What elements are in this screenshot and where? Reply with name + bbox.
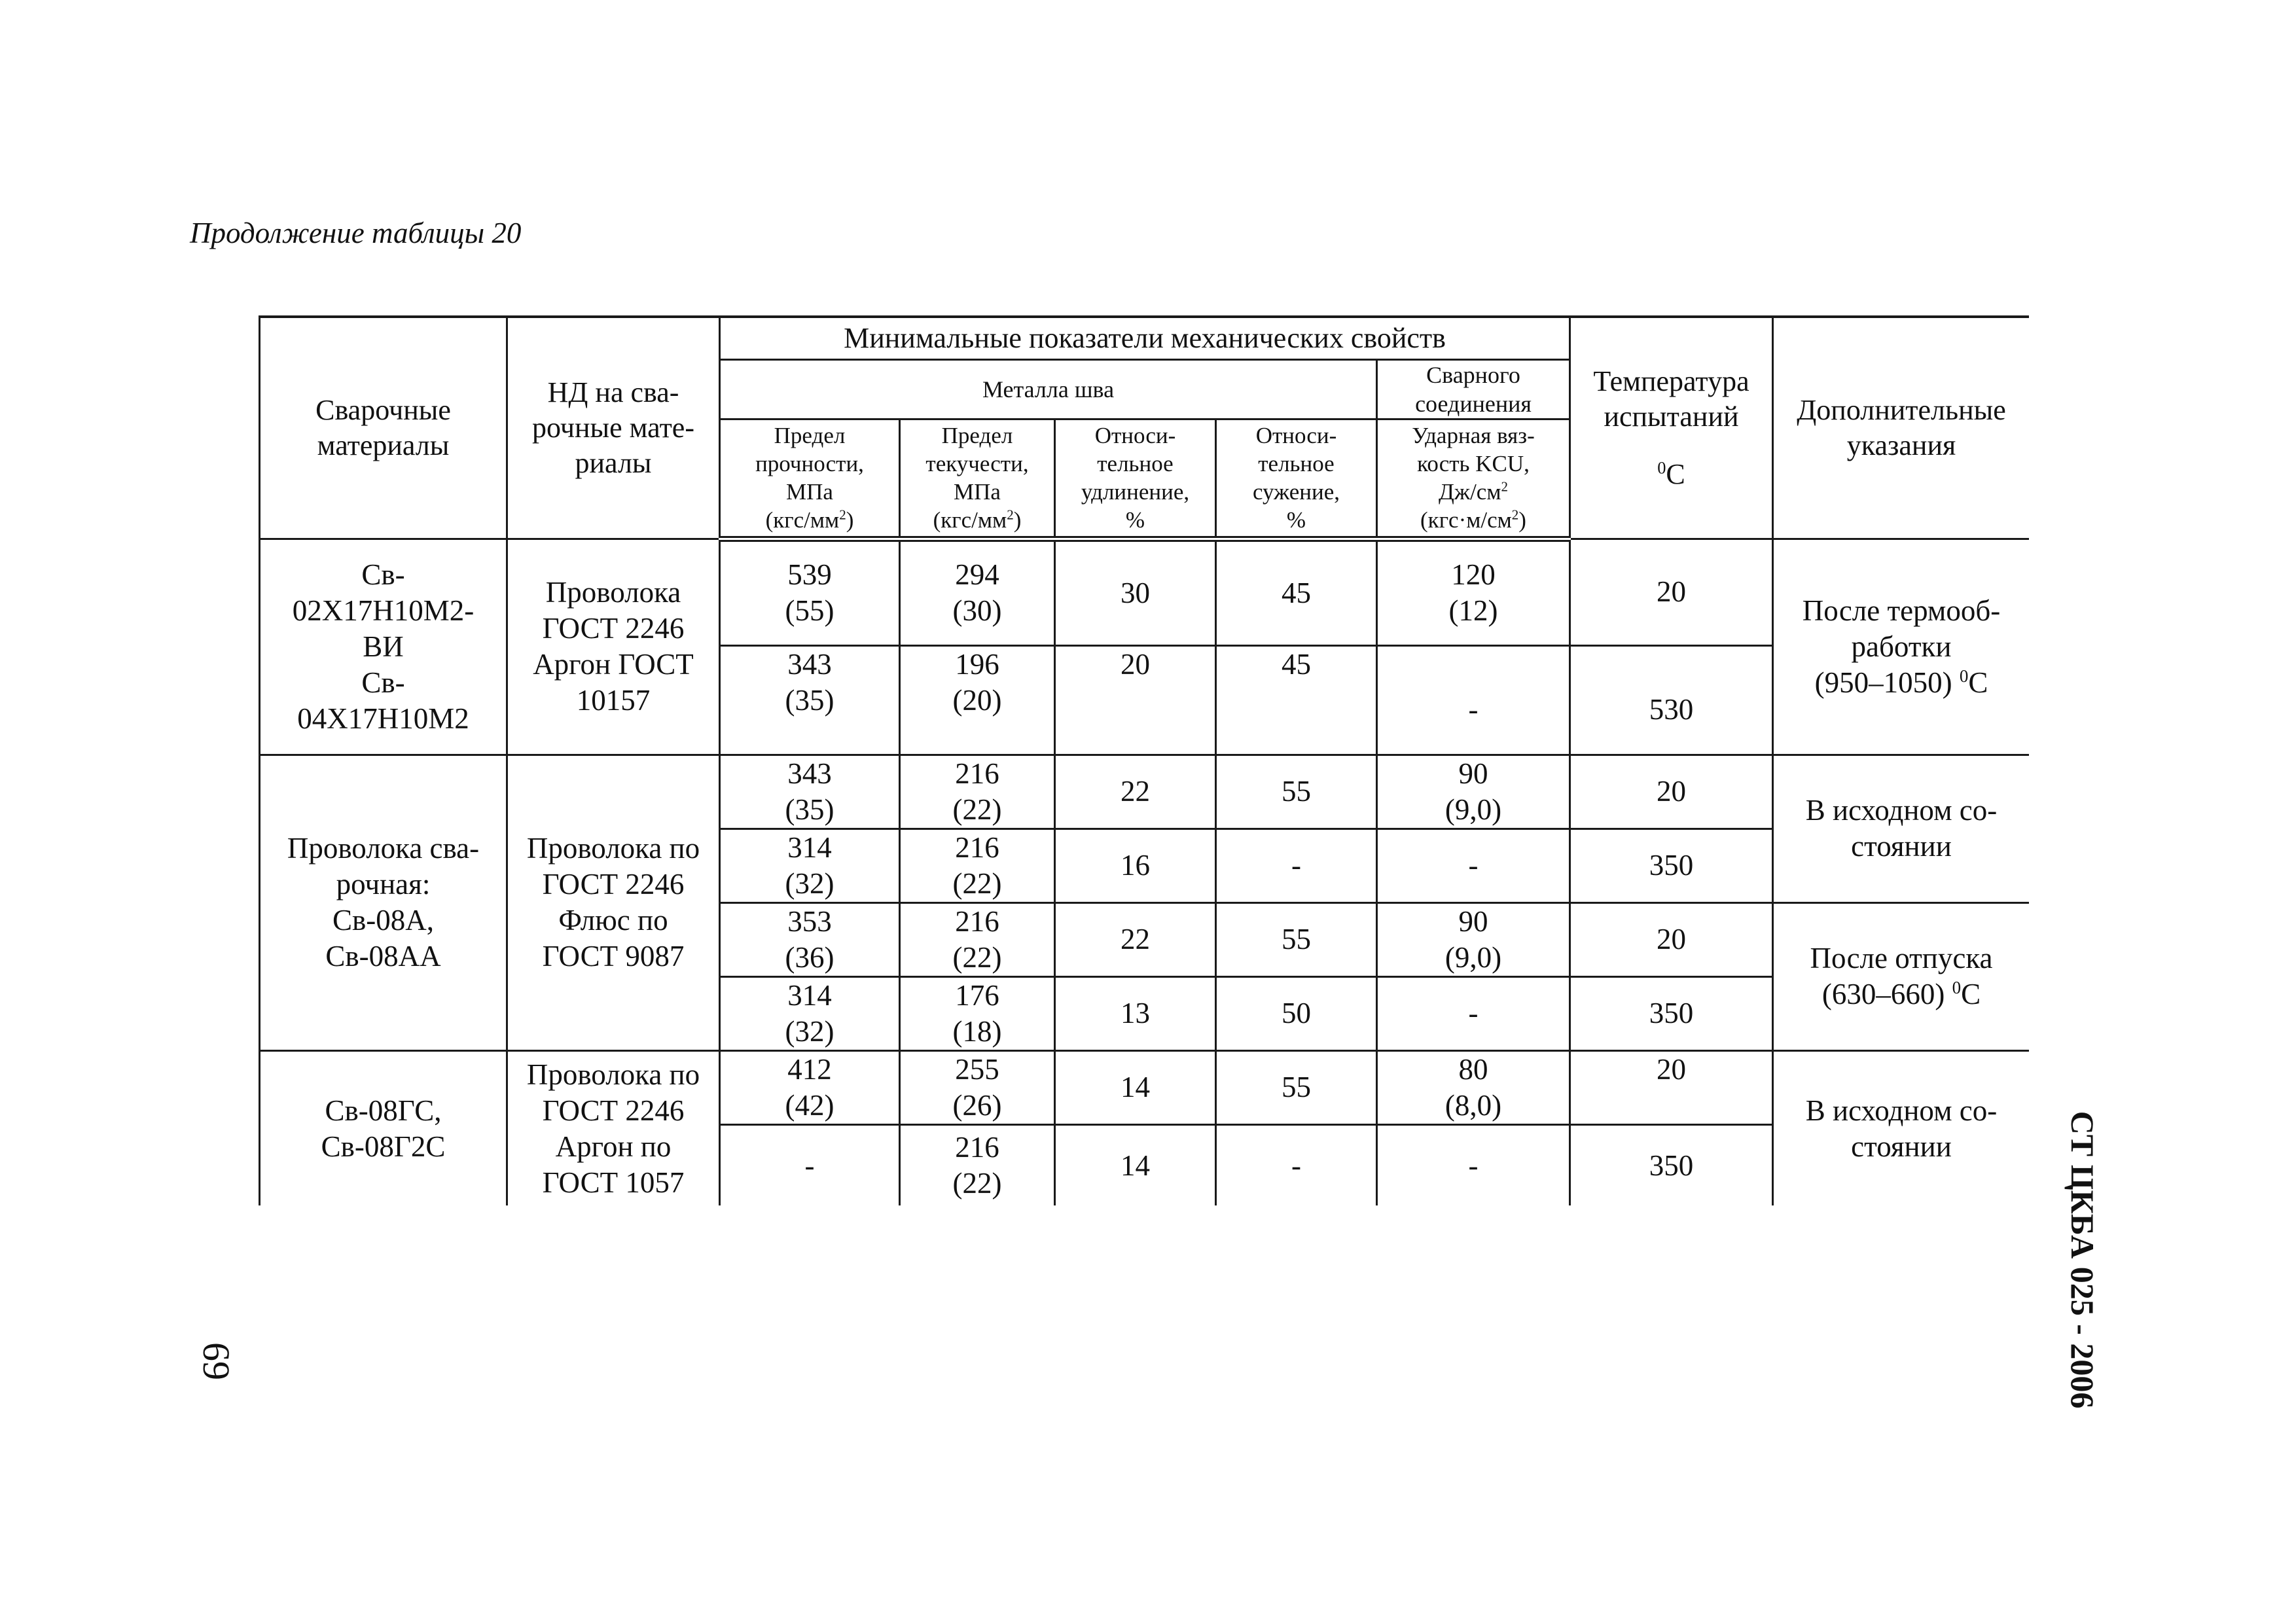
- header-elongation: Относи- тельное удлинение, %: [1055, 419, 1216, 539]
- cell-yield-strength: 216 (22): [900, 829, 1055, 902]
- cell-contraction: -: [1216, 1124, 1377, 1205]
- header-impact-toughness: Ударная вяз- кость KCU, $Дж/см^2$ $(кгс\cdot м/см^2)$: [1377, 419, 1570, 539]
- cell-material: Св-08ГС, Св-08Г2С: [260, 1050, 507, 1205]
- table-row: [260, 539, 2030, 645]
- cell-contraction: -: [1216, 829, 1377, 902]
- cell-notes: В исходном со- стоянии: [1773, 1050, 2030, 1205]
- header-nd: НД на сва- рочные мате- риалы: [507, 317, 720, 539]
- cell-material: Проволока сва- рочная: Св-08А, Св-08АА: [260, 755, 507, 1050]
- cell-test-temperature: 20: [1570, 1050, 1773, 1124]
- cell-test-temperature: 20: [1570, 755, 1773, 829]
- cell-elongation: 30: [1055, 539, 1216, 645]
- cell-nd: Проволока по ГОСТ 2246 Аргон по ГОСТ 1057: [507, 1050, 720, 1205]
- cell-impact-toughness: -: [1377, 976, 1570, 1050]
- cell-tensile-strength: 314 (32): [720, 976, 900, 1050]
- header-test-temperature: Температура испытаний $^0$C: [1570, 317, 1773, 539]
- cell-test-temperature: 350: [1570, 1124, 1773, 1205]
- table-row: [260, 1050, 2030, 1124]
- cell-elongation: 13: [1055, 976, 1216, 1050]
- cell-contraction: 45: [1216, 645, 1377, 755]
- cell-elongation: 14: [1055, 1124, 1216, 1205]
- table-container: [259, 315, 2029, 1205]
- cell-tensile-strength: 539 (55): [720, 539, 900, 645]
- cell-tensile-strength: 343 (35): [720, 755, 900, 829]
- cell-contraction: 55: [1216, 902, 1377, 976]
- cell-contraction: 55: [1216, 1050, 1377, 1124]
- document-code: СТ ЦКБА 025 - 2006: [2064, 1111, 2101, 1409]
- mechanical-properties-table: [259, 315, 2029, 1205]
- cell-test-temperature: 530: [1570, 645, 1773, 755]
- header-contraction: Относи- тельное сужение, %: [1216, 419, 1377, 539]
- page-number: 69: [195, 1342, 238, 1380]
- cell-material: Св- 02Х17Н10М2- ВИ Св- 04Х17Н10М2: [260, 539, 507, 755]
- cell-tensile-strength: 314 (32): [720, 829, 900, 902]
- cell-nd: Проволока по ГОСТ 2246 Флюс по ГОСТ 9087: [507, 755, 720, 1050]
- header-weld-joint: Сварного соединения: [1377, 359, 1570, 419]
- header-yield-strength: Предел текучести, МПа $(кгс/мм^2)$: [900, 419, 1055, 539]
- cell-tensile-strength: 343 (35): [720, 645, 900, 755]
- table-row: [260, 755, 2030, 829]
- cell-elongation: 14: [1055, 1050, 1216, 1124]
- cell-yield-strength: 216 (22): [900, 755, 1055, 829]
- cell-tensile-strength: 353 (36): [720, 902, 900, 976]
- header-weld-metal: Металла шва: [720, 359, 1377, 419]
- cell-elongation: 20: [1055, 645, 1216, 755]
- cell-impact-toughness: 120 (12): [1377, 539, 1570, 645]
- cell-notes: После отпуска (630–660) $^0$C: [1773, 902, 2030, 1050]
- cell-yield-strength: 216 (22): [900, 1124, 1055, 1205]
- cell-notes: После термооб- работки (950–1050) $^0$C: [1773, 539, 2030, 755]
- cell-contraction: 50: [1216, 976, 1377, 1050]
- header-additional-notes: Дополнительные указания: [1773, 317, 2030, 539]
- cell-contraction: 45: [1216, 539, 1377, 645]
- cell-impact-toughness: 90 (9,0): [1377, 755, 1570, 829]
- table-caption: Продолжение таблицы 20: [190, 217, 522, 249]
- cell-impact-toughness: -: [1377, 645, 1570, 755]
- header-min-properties: Минимальные показатели механических свойств: [720, 317, 1570, 359]
- cell-yield-strength: 196 (20): [900, 645, 1055, 755]
- cell-elongation: 22: [1055, 755, 1216, 829]
- cell-impact-toughness: -: [1377, 829, 1570, 902]
- cell-tensile-strength: -: [720, 1124, 900, 1205]
- cell-impact-toughness: 80 (8,0): [1377, 1050, 1570, 1124]
- cell-elongation: 22: [1055, 902, 1216, 976]
- cell-yield-strength: 176 (18): [900, 976, 1055, 1050]
- cell-impact-toughness: -: [1377, 1124, 1570, 1205]
- cell-yield-strength: 294 (30): [900, 539, 1055, 645]
- cell-test-temperature: 20: [1570, 539, 1773, 645]
- cell-nd: Проволока ГОСТ 2246 Аргон ГОСТ 10157: [507, 539, 720, 755]
- cell-test-temperature: 350: [1570, 829, 1773, 902]
- header-tensile-strength: Предел прочности, МПа $(кгс/мм^2)$: [720, 419, 900, 539]
- cell-notes: В исходном со- стоянии: [1773, 755, 2030, 902]
- header-materials: Сварочные материалы: [260, 317, 507, 539]
- cell-contraction: 55: [1216, 755, 1377, 829]
- cell-yield-strength: 255 (26): [900, 1050, 1055, 1124]
- cell-test-temperature: 20: [1570, 902, 1773, 976]
- cell-yield-strength: 216 (22): [900, 902, 1055, 976]
- cell-elongation: 16: [1055, 829, 1216, 902]
- cell-impact-toughness: 90 (9,0): [1377, 902, 1570, 976]
- cell-test-temperature: 350: [1570, 976, 1773, 1050]
- cell-tensile-strength: 412 (42): [720, 1050, 900, 1124]
